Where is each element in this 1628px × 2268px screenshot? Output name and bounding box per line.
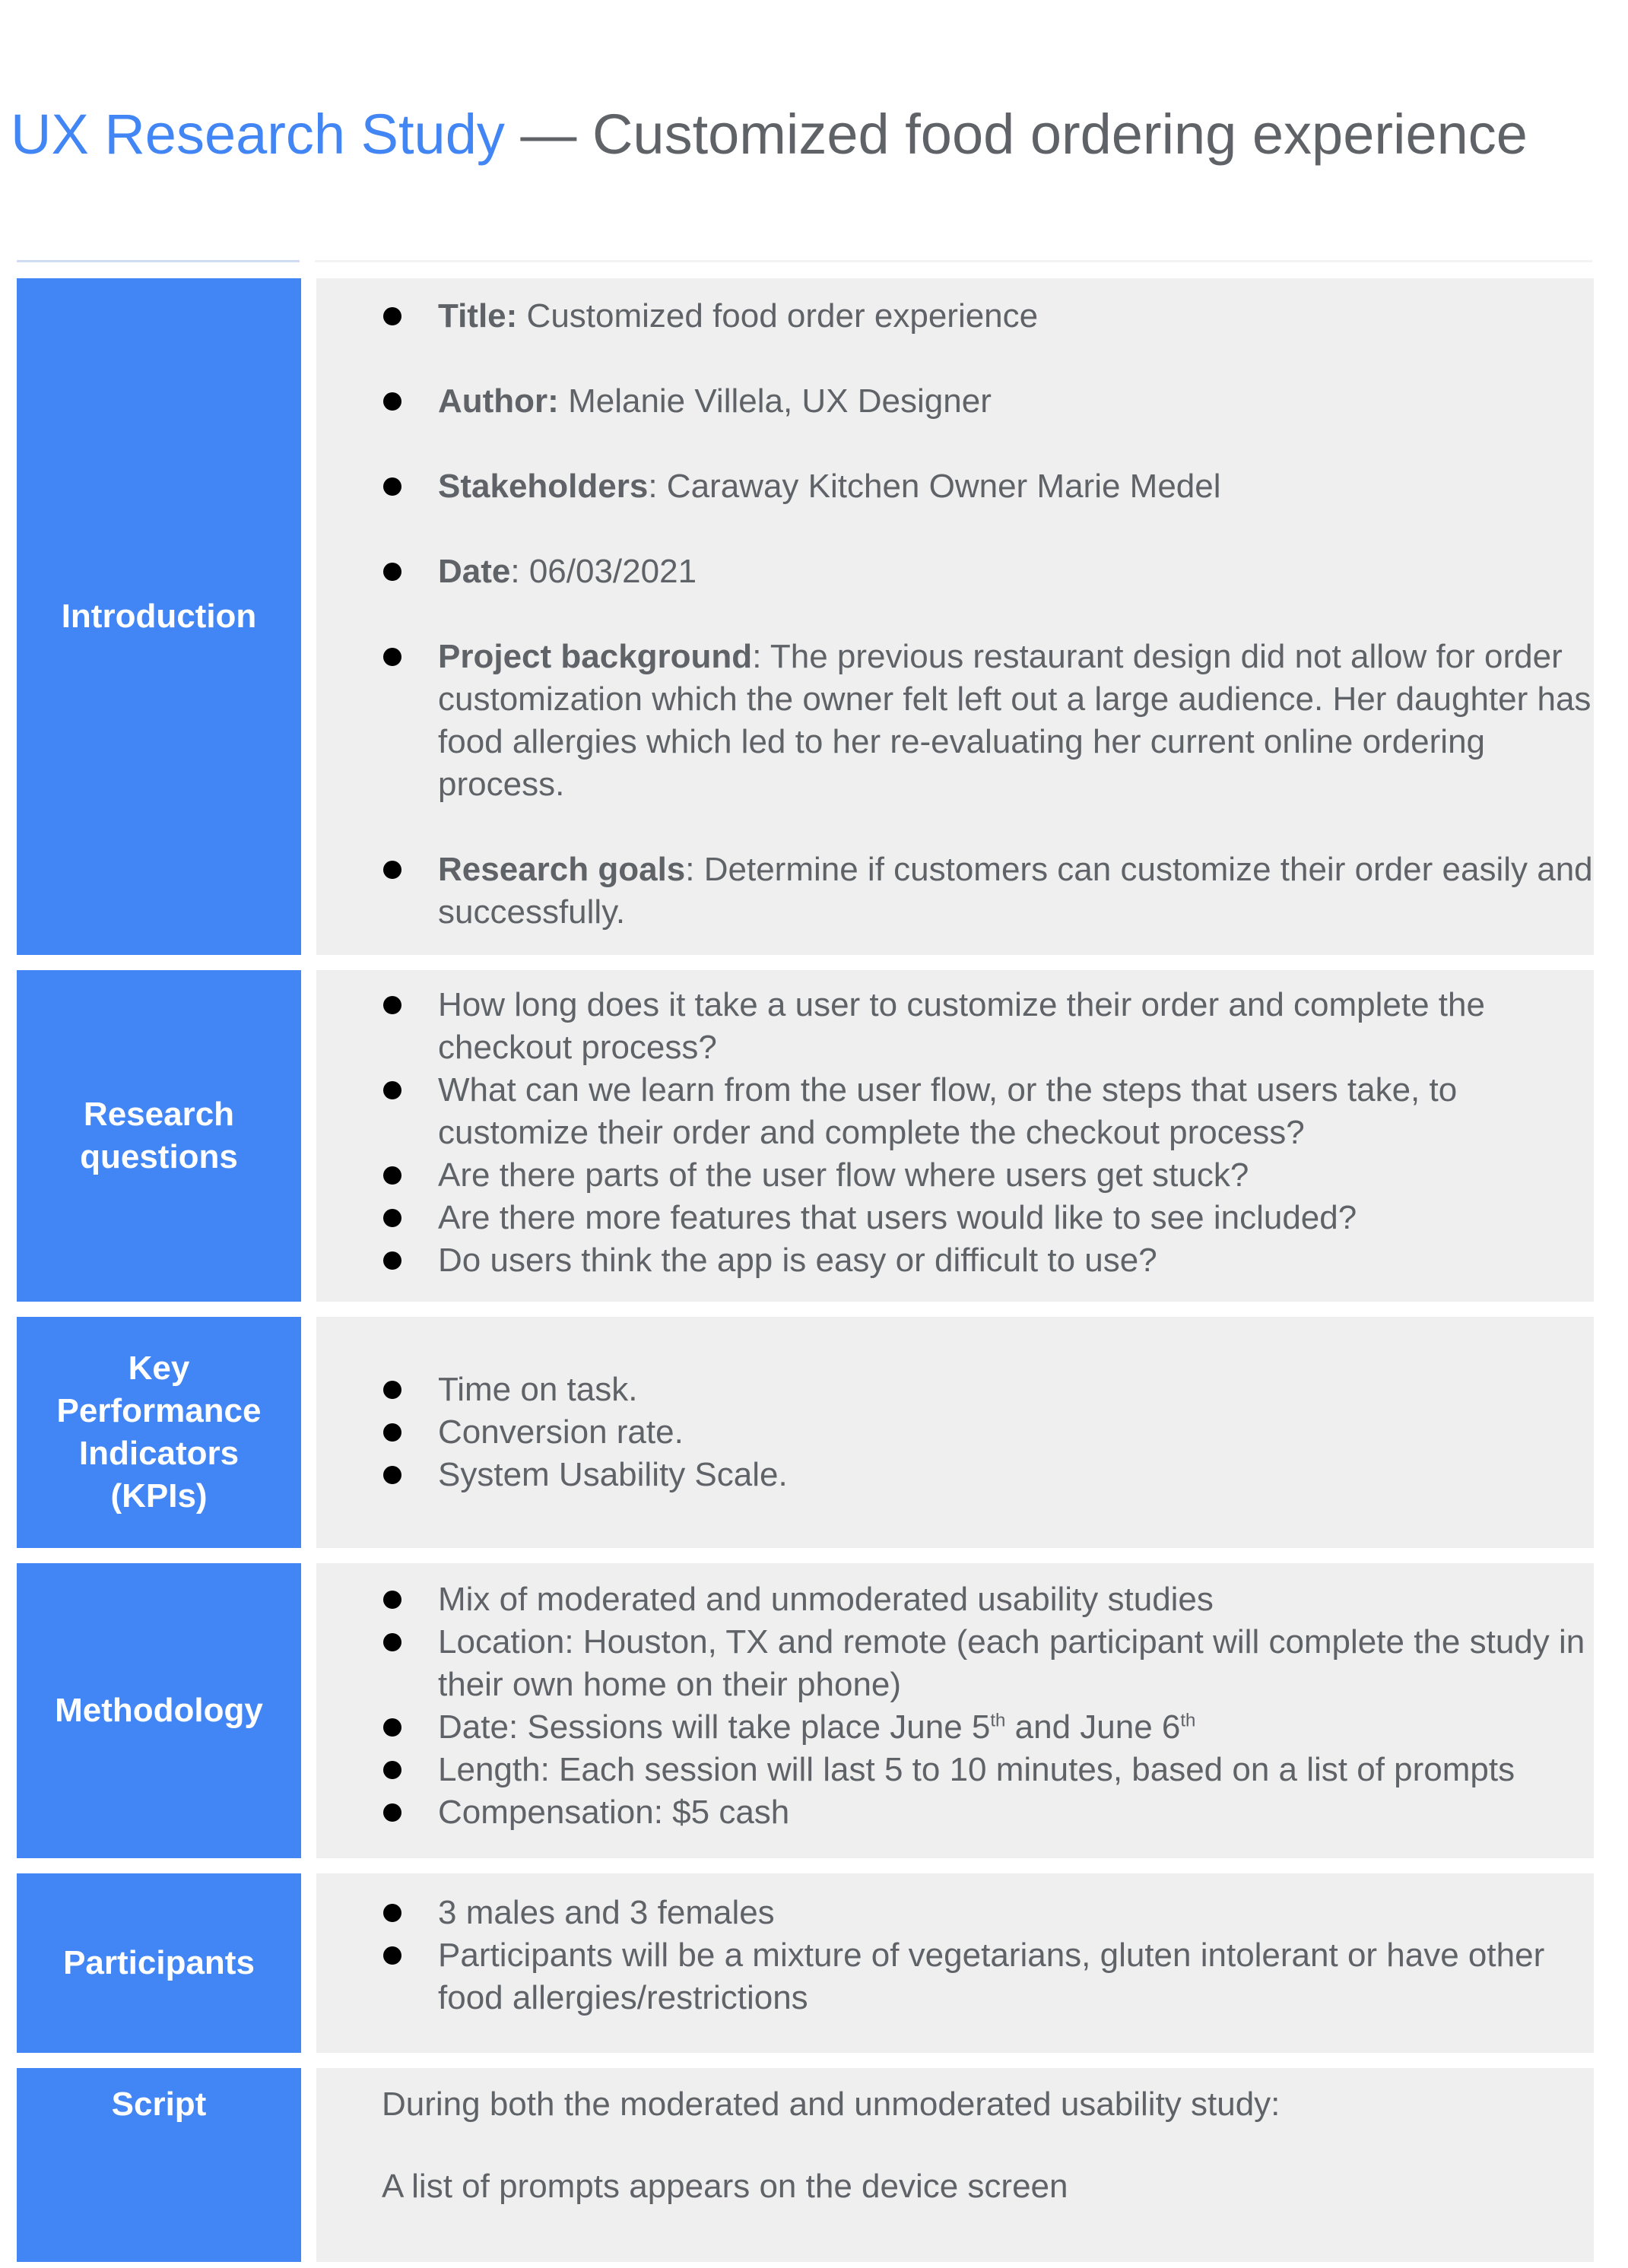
item-text: Melanie Villela, UX Designer <box>558 382 992 420</box>
list-item <box>316 1934 1594 2019</box>
item-text: System Usability Scale. <box>438 1456 788 1493</box>
item-text: : Determine if customers can customize their order easily and successfully. <box>438 851 1593 931</box>
item-text: Mix of moderated and unmoderated usability studies <box>438 1581 1214 1618</box>
bullet-icon <box>383 1718 401 1737</box>
introduction-label: Introduction <box>17 278 301 955</box>
item-text: Time on task. <box>438 1371 638 1408</box>
list-item <box>316 1749 1594 1791</box>
introduction-list <box>316 295 1594 934</box>
list-item <box>316 465 1594 508</box>
list-item <box>316 984 1594 1069</box>
methodology-label: Methodology <box>17 1563 301 1858</box>
bullet-icon <box>383 1209 401 1227</box>
script-label: Script <box>17 2068 301 2262</box>
item-key: Date <box>438 553 511 590</box>
list-item <box>316 1069 1594 1154</box>
bullet-icon <box>383 307 401 325</box>
bullet-icon <box>383 1904 401 1922</box>
item-text: Length: Each session will last 5 to 10 minutes, based on a list of prompts <box>438 1751 1515 1788</box>
item-key: Research goals <box>438 851 686 888</box>
bullet-icon <box>383 477 401 496</box>
bullet-icon <box>383 1803 401 1822</box>
item-text: How long does it take a user to customize their order and complete the checkout process? <box>438 986 1485 1066</box>
item-text: Conversion rate. <box>438 1413 684 1451</box>
kpis-label: Key Performance Indicators (KPIs) <box>17 1317 301 1548</box>
list-item <box>316 1197 1594 1239</box>
ordinal-suffix: th <box>1180 1710 1196 1731</box>
script-content <box>316 2068 1594 2262</box>
script-paragraph: A list of prompts appears on the device screen <box>382 2168 1068 2205</box>
bullet-icon <box>383 996 401 1014</box>
item-text: Location: Houston, TX and remote (each participant will complete the study in their own home on their phone) <box>438 1623 1585 1703</box>
item-text: and June 6 <box>1005 1708 1181 1746</box>
list-item <box>316 1154 1594 1197</box>
research-questions-label: Research questions <box>17 970 301 1302</box>
bullet-icon <box>383 392 401 411</box>
item-key: Author: <box>438 382 559 420</box>
item-key: Stakeholders <box>438 468 649 505</box>
participants-label: Participants <box>17 1873 301 2053</box>
bullet-icon <box>383 1633 401 1651</box>
methodology-list <box>316 1578 1594 1834</box>
list-item <box>316 849 1594 934</box>
list-item <box>316 636 1594 806</box>
list-item <box>316 1791 1594 1834</box>
list-item <box>316 1369 1594 1411</box>
kpis-list <box>316 1369 1594 1496</box>
list-item <box>316 1706 1594 1749</box>
item-text: : The previous restaurant design did not allow for order customization which the owner felt left out a large audience. Her daughter has food allergies which led to her re-evaluating her current online ordering process. <box>438 638 1592 803</box>
list-item <box>316 295 1594 338</box>
title-rest: — Customized food ordering experience <box>504 103 1528 166</box>
item-text: Customized food order experience <box>517 297 1039 335</box>
bullet-icon <box>383 1466 401 1484</box>
item-text: Are there more features that users would like to see included? <box>438 1199 1357 1236</box>
item-text: What can we learn from the user flow, or the steps that users take, to customize their order and complete the checkout process? <box>438 1071 1458 1151</box>
bullet-icon <box>383 1946 401 1965</box>
item-text: : Caraway Kitchen Owner Marie Medel <box>648 468 1221 505</box>
item-text: Participants will be a mixture of vegetarians, gluten intolerant or have other food allergies/restrictions <box>438 1937 1545 2016</box>
bullet-icon <box>383 1591 401 1609</box>
bullet-icon <box>383 1761 401 1779</box>
list-item <box>316 1454 1594 1496</box>
item-text: Do users think the app is easy or difficult to use? <box>438 1242 1157 1279</box>
list-item <box>316 1239 1594 1282</box>
bullet-icon <box>383 1081 401 1099</box>
header-divider-left <box>17 260 300 262</box>
ordinal-suffix: th <box>990 1710 1006 1731</box>
item-text: 3 males and 3 females <box>438 1894 775 1931</box>
page-title <box>11 103 1528 166</box>
header-divider-right <box>315 260 1592 262</box>
methodology-content <box>316 1563 1594 1858</box>
introduction-content <box>316 278 1594 955</box>
research-questions-list <box>316 984 1594 1282</box>
list-item <box>316 1411 1594 1454</box>
list-item <box>316 1892 1594 1934</box>
item-key: Title: <box>438 297 518 335</box>
participants-content <box>316 1873 1594 2053</box>
list-item <box>316 380 1594 423</box>
kpis-content <box>316 1317 1594 1548</box>
script-paragraph: During both the moderated and unmoderated usability study: <box>382 2086 1281 2123</box>
bullet-icon <box>383 861 401 879</box>
list-item <box>316 1578 1594 1621</box>
bullet-icon <box>383 1251 401 1270</box>
item-text: Date: Sessions will take place June 5 <box>438 1708 991 1746</box>
participants-list <box>316 1892 1594 2019</box>
item-text: Compensation: $5 cash <box>438 1794 790 1831</box>
title-accent: UX Research Study <box>11 103 505 166</box>
list-item <box>316 1621 1594 1706</box>
item-text: Are there parts of the user flow where users get stuck? <box>438 1156 1249 1194</box>
bullet-icon <box>383 648 401 666</box>
bullet-icon <box>383 1166 401 1185</box>
item-key: Project background <box>438 638 753 675</box>
bullet-icon <box>383 1381 401 1399</box>
bullet-icon <box>383 563 401 581</box>
list-item <box>316 550 1594 593</box>
item-text: : 06/03/2021 <box>510 553 697 590</box>
bullet-icon <box>383 1423 401 1442</box>
research-questions-content <box>316 970 1594 1302</box>
